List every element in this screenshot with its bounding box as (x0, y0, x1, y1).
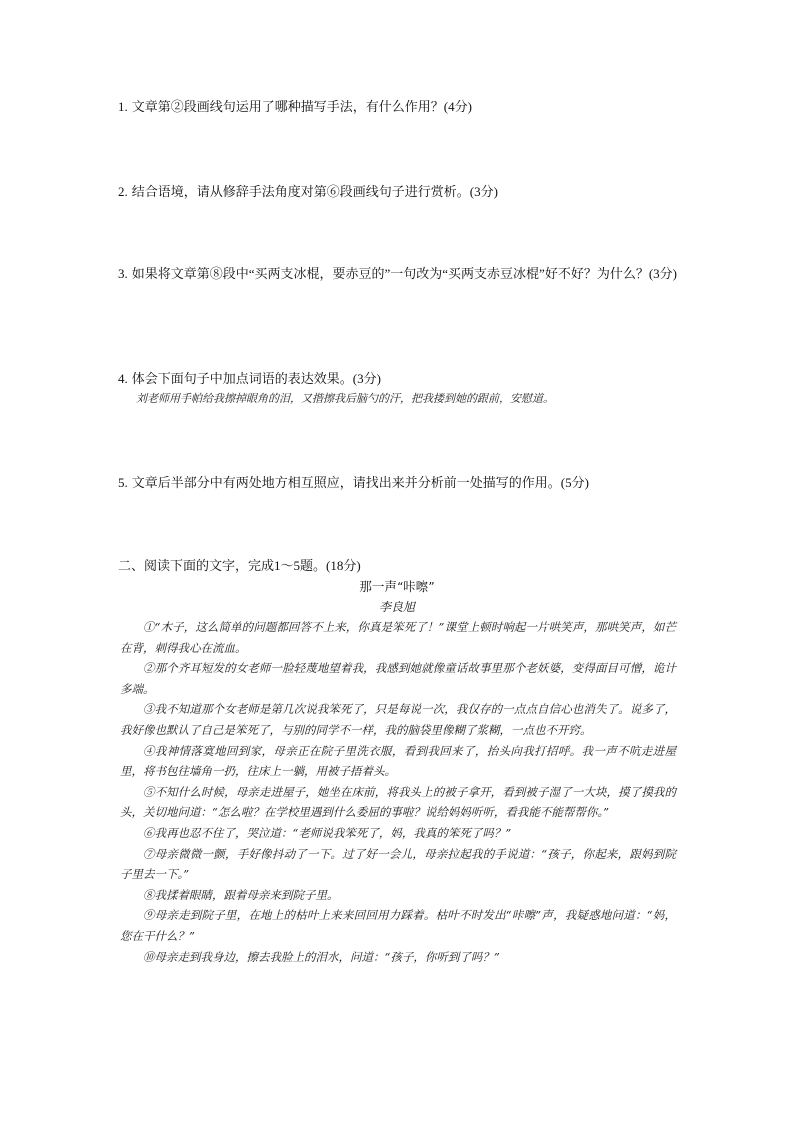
question-4 (118, 369, 698, 389)
question-text: 文章后半部分中有两处地方相互照应，请找出来并分析前一处描写的作用。(5分) (131, 475, 589, 490)
passage-paragraph: ⑨母亲走到院子里，在地上的枯叶上来来回回用力踩着。枯叶不时发出“咔嚓”声，我疑惑地问道：“妈，您在干什么？” (120, 908, 676, 943)
quoted-sentence: 刘老师用手帕给我擦掉眼角的泪，又揩擦我后脑勺的汗，把我搂到她的跟前，安慰道。 (136, 392, 554, 405)
question-text: 如果将文章第⑧段中“买两支冰棍，要赤豆的”一句改为“买两支赤豆冰棍”好不好？为什么？(3分) (131, 266, 677, 281)
passage-title: 那一声“咔嚓” (359, 579, 435, 594)
passage-author: 李良旭 (378, 600, 415, 614)
passage-paragraph: ②那个齐耳短发的女老师一脸轻蔑地望着我，我感到她就像童话故事里那个老妖婆，变得面目可憎，诡计多端。 (120, 661, 676, 696)
question-text: 结合语境，请从修辞手法角度对第⑥段画线句子进行赏析。(3分) (131, 184, 498, 199)
reading-passage (120, 617, 676, 967)
question-3 (118, 264, 678, 284)
question-text: 体会下面句子中加点词语的表达效果。(3分) (131, 371, 381, 386)
question-2 (118, 182, 698, 202)
question-5 (118, 473, 698, 493)
question-number: 2. (118, 184, 128, 199)
passage-paragraph: ⑩母亲走到我身边，擦去我脸上的泪水，问道：“孩子，你听到了吗？” (143, 949, 500, 964)
question-text: 文章第②段画线句运用了哪种描写手法，有什么作用？(4分) (131, 99, 472, 114)
question-number: 1. (118, 99, 128, 114)
section-heading: 二、阅读下面的文字，完成1～5题。(18分) (118, 558, 361, 573)
question-1 (118, 97, 698, 117)
passage-paragraph: ⑦母亲微微一颤，手好像抖动了一下。过了好一会儿，母亲拉起我的手说道：“孩子，你起来，跟妈到院子里去一下。” (120, 846, 676, 882)
passage-paragraph: ④我神情落寞地回到家，母亲正在院子里洗衣服，看到我回来了，抬头向我打招呼。我一声不吭走进屋里，将书包往墙角一扔，往床上一躺，用被子捂着头。 (120, 743, 676, 779)
passage-paragraph: ⑤不知什么时候，母亲走进屋子，她坐在床前，将我头上的被子拿开，看到被子湿了一大块，摸了摸我的头，关切地问道：“怎么啦？在学校里遇到什么委屈的事啦？说给妈妈听听，看我能不能帮帮你。” (120, 784, 676, 820)
question-number: 3. (118, 266, 128, 281)
passage-paragraph: ⑥我再也忍不住了，哭泣道：“老师说我笨死了，妈，我真的笨死了吗？” (143, 825, 512, 840)
question-number: 5. (118, 475, 128, 490)
passage-paragraph: ①“木子，这么简单的问题都回答不上来，你真是笨死了！”课堂上顿时响起一片哄笑声，那哄笑声，如芒在背，刺得我心在流血。 (120, 620, 676, 655)
passage-paragraph: ⑧我揉着眼睛，跟着母亲来到院子里。 (143, 887, 339, 902)
passage-paragraph: ③我不知道那个女老师是第几次说我笨死了，只是每说一次，我仅存的一点点自信心也消失了。说多了，我好像也默认了自己是笨死了，与别的同学不一样，我的脑袋里像糊了浆糊，一点也不开窍。 (120, 702, 676, 737)
question-number: 4. (118, 371, 128, 386)
